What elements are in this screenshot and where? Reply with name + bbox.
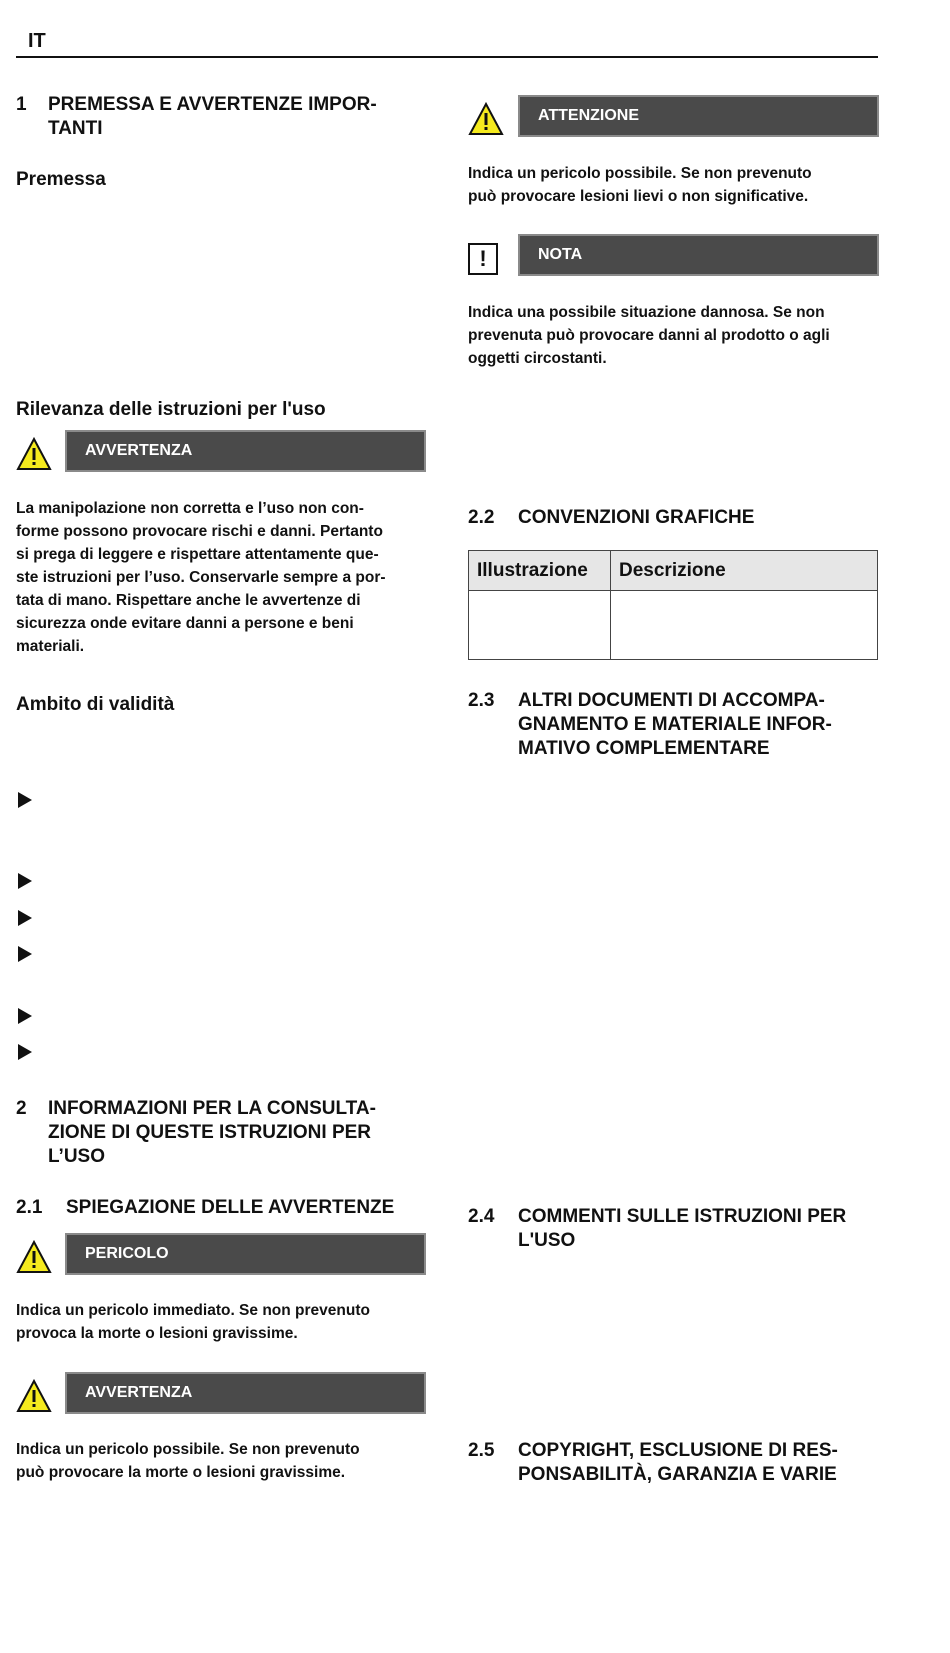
triangle-bullet-icon	[18, 1044, 32, 1060]
warning-triangle-icon	[468, 102, 504, 136]
triangle-bullet-icon	[18, 792, 32, 808]
table-header-illustrazione: Illustrazione	[469, 551, 611, 591]
section-2-3-heading: 2.3 ALTRI DOCUMENTI DI ACCOMPA- GNAMENTO E MATERIALE INFOR- MATIVO COMPLEMENTARE	[468, 690, 832, 759]
avvertenza-2-paragraph: Indica un pericolo possibile. Se non prevenuto può provocare la morte o lesioni gravissime.	[16, 1441, 360, 1481]
pericolo-label-bar: PERICOLO	[65, 1233, 426, 1275]
warning-triangle-icon	[16, 1379, 52, 1413]
warning-triangle-icon	[16, 437, 52, 471]
avvertenza-paragraph: La manipolazione non corretta e l’uso non con- forme possono provocare rischi e danni. Pertanto si prega di leggere e rispettare attentamente que- ste istruzioni per l’uso. Conservarle sempre a por- tata di mano. Rispettare anche le avvertenze di sicurezza onde evitare danni a persone e beni materiali.	[16, 500, 386, 655]
triangle-bullet-icon	[18, 873, 32, 889]
nota-paragraph: Indica una possibile situazione dannosa. Se non prevenuta può provocare danni al prodotto o agli oggetti circostanti.	[468, 304, 830, 367]
section-1-title-line1: PREMESSA E AVVERTENZE IMPOR-	[48, 94, 377, 115]
avvertenza-2-label-bar: AVVERTENZA	[65, 1372, 426, 1414]
attenzione-label-bar: ATTENZIONE	[518, 95, 879, 137]
section-2-5-heading: 2.5 COPYRIGHT, ESCLUSIONE DI RES- PONSABILITÀ, GARANZIA E VARIE	[468, 1440, 838, 1485]
exclamation-box-icon: !	[468, 243, 498, 275]
premessa-heading: Premessa	[16, 169, 106, 190]
triangle-bullet-icon	[18, 910, 32, 926]
table-header-descrizione: Descrizione	[611, 551, 878, 591]
header-rule	[16, 56, 878, 58]
language-code: IT	[28, 30, 46, 52]
section-1-heading: 1 PREMESSA E AVVERTENZE IMPOR- TANTI	[16, 94, 377, 139]
section-2-1-heading: 2.1 SPIEGAZIONE DELLE AVVERTENZE	[16, 1197, 395, 1218]
avvertenza-label-bar: AVVERTENZA	[65, 430, 426, 472]
section-2-2-heading: 2.2 CONVENZIONI GRAFICHE	[468, 507, 755, 528]
nota-label-bar: NOTA	[518, 234, 879, 276]
conventions-table	[468, 550, 878, 660]
section-2-heading: 2 INFORMAZIONI PER LA CONSULTA- ZIONE DI QUESTE ISTRUZIONI PER L’USO	[16, 1098, 376, 1167]
warning-triangle-icon	[16, 1240, 52, 1274]
triangle-bullet-icon	[18, 946, 32, 962]
attenzione-paragraph: Indica un pericolo possibile. Se non prevenuto può provocare lesioni lievi o non significative.	[468, 165, 812, 205]
table-row	[469, 591, 878, 660]
triangle-bullet-icon	[18, 1008, 32, 1024]
rilevanza-heading: Rilevanza delle istruzioni per l'uso	[16, 399, 326, 420]
ambito-heading: Ambito di validità	[16, 694, 175, 715]
section-2-4-heading: 2.4 COMMENTI SULLE ISTRUZIONI PER L'USO	[468, 1206, 847, 1251]
pericolo-paragraph: Indica un pericolo immediato. Se non prevenuto provoca la morte o lesioni gravissime.	[16, 1302, 370, 1342]
section-1-title-line2: TANTI	[48, 118, 103, 139]
